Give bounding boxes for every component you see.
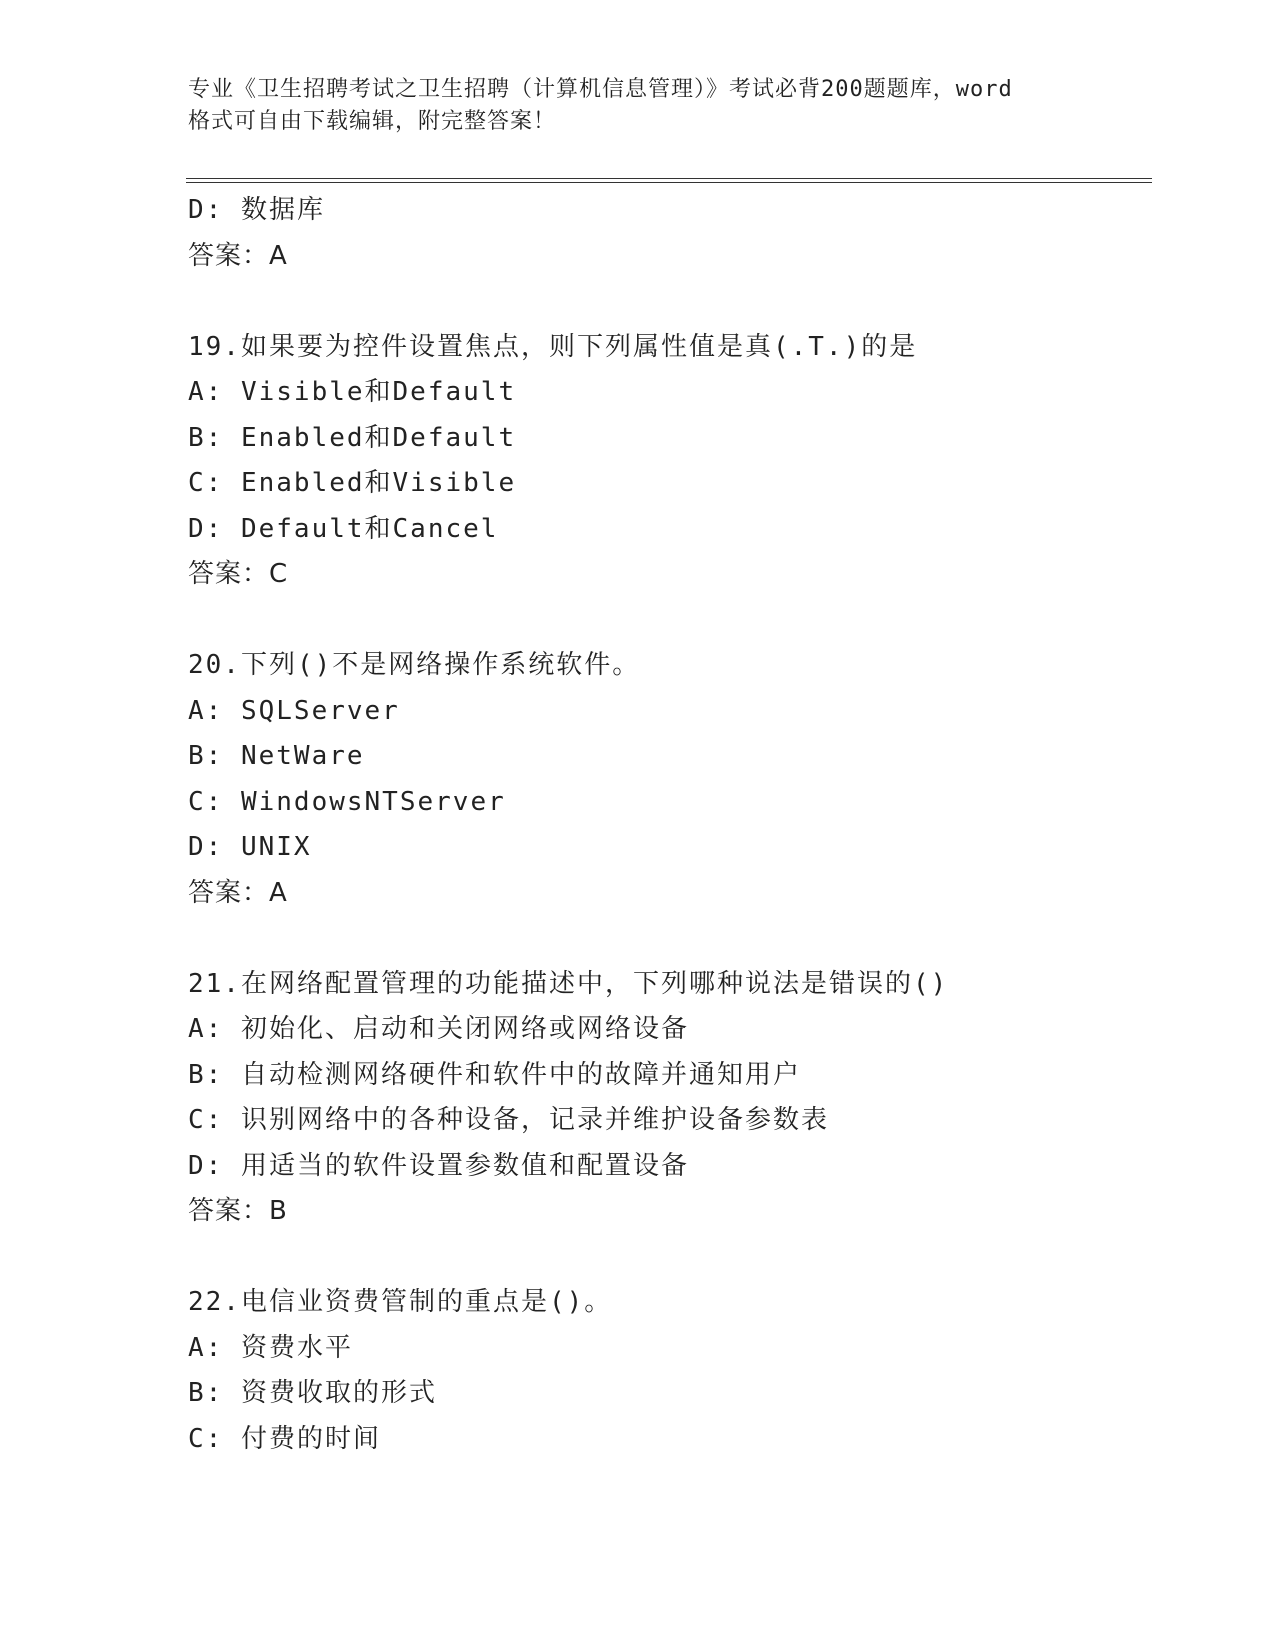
question-block-21 xyxy=(188,962,1148,1235)
option-d: D: Default和Cancel xyxy=(188,513,499,544)
document-header xyxy=(188,74,1098,138)
option-b: B: 资费收取的形式 xyxy=(188,1378,437,1408)
answer-line: 答案：A xyxy=(188,240,288,271)
header-divider-top xyxy=(186,178,1152,179)
option-c: C: WindowsNTServer xyxy=(188,786,506,817)
block-spacer xyxy=(188,1235,1148,1281)
question-text: 22.电信业资费管制的重点是()。 xyxy=(188,1287,613,1317)
option-a: A: Visible和Default xyxy=(188,377,517,407)
option-b: B: Enabled和Default xyxy=(188,422,517,453)
question-text: 21.在网络配置管理的功能描述中，下列哪种说法是错误的() xyxy=(188,968,949,999)
option-d: D: 用适当的软件设置参数值和配置设备 xyxy=(188,1150,689,1181)
option-b: B: NetWare xyxy=(188,741,365,771)
option-a: A: SQLServer xyxy=(188,695,400,726)
block-spacer xyxy=(188,598,1148,644)
header-title-line-1: 专业《卫生招聘考试之卫生招聘（计算机信息管理）》考试必背200题题库，word xyxy=(188,77,1013,102)
question-block-18-tail xyxy=(188,188,1148,279)
question-block-19 xyxy=(188,325,1148,598)
option-a: A: 初始化、启动和关闭网络或网络设备 xyxy=(188,1014,689,1044)
answer-line: 答案：B xyxy=(188,1196,288,1226)
option-d: D: UNIX xyxy=(188,832,312,862)
question-text: 20.下列()不是网络操作系统软件。 xyxy=(188,650,641,680)
header-title-line-2: 格式可自由下载编辑，附完整答案！ xyxy=(188,109,557,134)
header-divider-bottom xyxy=(186,182,1152,183)
option-a: A: 资费水平 xyxy=(188,1332,353,1363)
block-spacer xyxy=(188,916,1148,962)
option-b: B: 自动检测网络硬件和软件中的故障并通知用户 xyxy=(188,1059,801,1090)
question-block-22 xyxy=(188,1280,1148,1462)
option-c: C: 识别网络中的各种设备，记录并维护设备参数表 xyxy=(188,1105,829,1135)
option-d: D: 数据库 xyxy=(188,195,325,225)
option-c: C: 付费的时间 xyxy=(188,1423,381,1454)
question-list xyxy=(188,188,1148,1462)
question-block-20 xyxy=(188,643,1148,916)
answer-line: 答案：C xyxy=(188,559,289,589)
answer-line: 答案：A xyxy=(188,877,288,908)
option-c: C: Enabled和Visible xyxy=(188,468,517,498)
question-text: 19.如果要为控件设置焦点，则下列属性值是真(.T.)的是 xyxy=(188,331,918,362)
block-spacer xyxy=(188,279,1148,325)
